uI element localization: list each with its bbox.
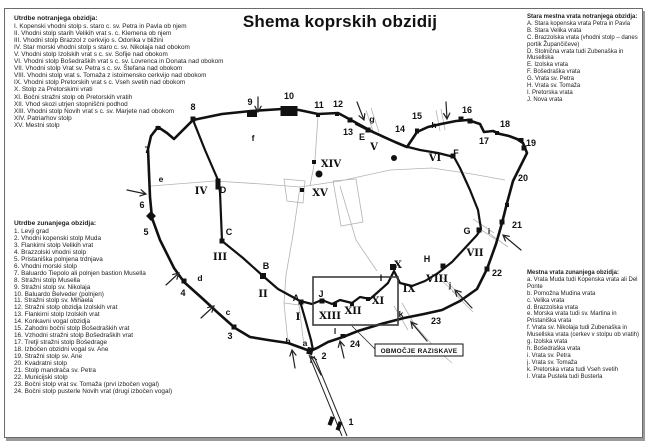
map-label-19: 19	[525, 138, 537, 148]
legend-item: 13. Flankirni stolp Izolskih vrat	[14, 311, 100, 319]
legend-item: 20. Kvadratni stolp	[14, 360, 67, 368]
gate-arrows	[127, 97, 521, 375]
tower-marker	[306, 347, 314, 355]
map-label-17: 17	[478, 136, 490, 146]
tower-marker	[191, 117, 196, 122]
legend-item: F. Bošedraška vrata	[527, 69, 581, 76]
gate-arrow	[411, 322, 427, 341]
map-label-f: f	[251, 133, 255, 143]
tower-marker	[316, 113, 320, 117]
map-label-j: j	[448, 280, 452, 290]
map-label-a: A	[292, 293, 300, 303]
legend-item: 11. Stražni stolp sv. Mihaela	[14, 297, 93, 305]
legend-item: IX. Vhodni stolp Pretorskih vrat s c. Vseh svetih nad obokom	[14, 79, 186, 87]
map-label-21: 21	[511, 220, 523, 230]
legend-item: 7. Baluardo Tiepolo ali polnjen bastion Musella	[14, 269, 146, 277]
legend-item: 18. Izbočen obzidni vogal sv. Ane	[14, 346, 109, 354]
legend-item: 14. Konkavni vogal obzidja	[14, 318, 91, 326]
legend-item: XI. Bočni stražni stolp ob Pretorskih vratih	[14, 93, 133, 101]
tower-marker	[156, 126, 161, 130]
tower-marker	[335, 112, 339, 116]
legend-item: VII. Vhodni stolp Vrat sv. Petra s c. sv. Štefana nad obokom	[14, 65, 183, 73]
map-label-iv: IV	[194, 186, 208, 197]
legend-item: A. Stara kopenska vrata Petra in Pavla	[527, 20, 631, 27]
legend-item: a. Vrata Muda tudi Kopenska vrata ali Del Ponte	[527, 276, 638, 290]
map-label-xiii: XIII	[319, 311, 341, 322]
tower-marker	[415, 129, 419, 134]
tower-marker	[182, 279, 187, 284]
legend-item: j. Vrata sv. Tomaža	[527, 359, 578, 366]
legend-item: II. Vhodni stolp starih Velikih vrat s. c. Klemena ob njem	[14, 30, 172, 38]
tower-marker	[281, 106, 298, 116]
tower-marker	[299, 300, 304, 305]
legend-item: I. Kopenski vhodni stolp s. staro c. sv. Petra in Pavla ob njem	[14, 23, 187, 31]
legend-item: III. Vhodni stolp Brazzol z cerkvijo s. Odorika v bližini	[14, 37, 164, 45]
tower-marker	[328, 416, 335, 426]
map-label-4: 4	[180, 288, 186, 298]
gate-arrow	[201, 306, 214, 318]
legend-item: 9. Stražni stolp sv. Nikolaja	[14, 283, 91, 291]
map-label-ix: IX	[402, 284, 416, 295]
legend-item: J. Nova vrata	[527, 96, 563, 103]
tower-marker	[391, 155, 397, 161]
legend-item: 23. Bočni stolp vrat sv. Tomaža (prvi izbočen vogal)	[14, 380, 160, 388]
legend-item: C. Brazzolska vrata (vhodni stolp – danes portik Župančičeve)	[527, 34, 638, 48]
map-label-22: 22	[491, 268, 503, 278]
map-label-d: D	[219, 185, 227, 195]
gate-arrow	[166, 273, 179, 285]
map-label-e: e	[158, 174, 164, 184]
research-area-label: OBMOČJE RAZISKAVE	[380, 348, 458, 355]
tower-marker	[232, 325, 237, 330]
figure-title: Shema koprskih obzidij	[242, 12, 438, 31]
legend-item: 16. Vzhodni stražni stolp Bošedraških vrat	[14, 332, 133, 340]
map-label-xi: XI	[371, 296, 385, 307]
legend-heading: Mestna vrata zunanjega obzidja:	[527, 270, 620, 276]
map-label-x: X	[394, 260, 402, 271]
legend-item: 5. Pristaniška polnjena trdnjava	[14, 255, 103, 263]
legend-item: g. Izolska vrata	[527, 339, 568, 346]
legend-item: f. Vrata sv. Nikolaja tudi Zubenaška in Musellska vrata (cerkev v stolpu ob vratih)	[527, 325, 640, 339]
map-labels	[139, 91, 536, 427]
tower-marker	[495, 131, 499, 135]
tower-marker	[348, 118, 353, 123]
map-label-14: 14	[394, 124, 406, 134]
map-label-b: B	[262, 261, 270, 271]
legend-item: VIII. Vhodni stolp vrat s. Tomaža z istoimensko cerkvijo nad obokom	[14, 72, 207, 80]
map-label-e: E	[358, 132, 366, 142]
legend-item: 17. Tretji stražni stolp Bošedrage	[14, 339, 108, 347]
legend-item: XII. Vhod skozi utrjen stopniščni podhod	[14, 100, 128, 108]
legend-item: G. Vrata sv. Petra	[527, 76, 575, 83]
legend-item: XV. Mestni stolp	[14, 121, 60, 129]
map-label-d: d	[197, 273, 203, 283]
map-label-xiv: XIV	[320, 159, 342, 170]
tower-marker	[341, 334, 346, 338]
tower-marker	[441, 264, 446, 269]
map-label-8: 8	[190, 102, 196, 112]
map-label-a: a	[302, 338, 308, 348]
map-label-iii: III	[212, 252, 228, 263]
tower-marker	[220, 239, 225, 244]
legend-item: IV. Star morski vhodni stolp s staro c. sv. Nikolaja nad obokom	[14, 44, 190, 52]
map-label-18: 18	[499, 119, 511, 129]
map-label-h: H	[423, 254, 431, 264]
legend-item: VI. Vhodni stolp Bošedraških vrat s c. sv. Lovrenca in Donata nad obokom	[14, 58, 224, 66]
legend-heading: Stara mestna vrata notranjega obzidja:	[527, 14, 638, 20]
tower-marker	[459, 117, 464, 122]
tower-marker	[312, 160, 316, 164]
map-label-12: 12	[332, 99, 344, 109]
legend-item: X. Stolp za Pretorskimi vrati	[14, 86, 93, 94]
tower-marker	[477, 228, 482, 233]
tower-marker	[320, 299, 325, 304]
map-label-i: I	[295, 312, 301, 323]
gate-arrow	[127, 190, 146, 196]
legend-item: B. Stara Velika vrata	[527, 27, 582, 34]
gate-arrow	[357, 102, 365, 120]
tower-marker	[300, 188, 304, 192]
legend-item: b. Pomožna Mudina vrata	[527, 290, 596, 297]
map-label-1: 1	[348, 417, 354, 427]
legend-item: 19. Stražni stolp sv. Ane	[14, 353, 83, 361]
tower-marker	[519, 138, 524, 142]
tower-markers	[146, 106, 529, 431]
legend-item: e. Morska vrata tudi sv. Martina in Pristaniška vrata	[527, 311, 617, 325]
map-label-16: 16	[461, 105, 473, 115]
tower-marker	[260, 273, 266, 279]
legend-item: l. Vrata Pustela tudi Busterla	[527, 373, 603, 380]
legend-item: 8. Stražni stolp Musella	[14, 276, 81, 284]
map-label-9: 9	[247, 97, 253, 107]
legend-item: 3. Flankirni stolp Velikih vrat	[14, 241, 94, 249]
map-label-g: G	[463, 226, 471, 236]
tower-marker	[500, 220, 505, 225]
tower-marker	[316, 171, 323, 178]
map-label-h: h	[431, 120, 437, 130]
tower-marker	[146, 211, 156, 221]
legend-item: 21. Stolp mandrača sv. Petra	[14, 367, 96, 375]
map-label-11: 11	[314, 100, 324, 110]
legend-item: d. Brazzolska vrata	[527, 304, 579, 311]
gate-arrow	[503, 235, 521, 250]
legend-item: 2. Vhodni kopenski stolp Muda	[14, 234, 102, 242]
map-label-23: 23	[430, 316, 442, 326]
tower-marker	[366, 297, 370, 301]
map-label-k: k	[398, 309, 404, 319]
legend-item: 6. Vhodni morski stolp	[14, 262, 77, 270]
gate-arrow	[290, 350, 296, 368]
map-label-l: l	[333, 326, 337, 336]
map-label-i: I	[379, 273, 383, 283]
legend-item: D. Stolnična vrata tudi Zubenaška in Musellska	[527, 48, 624, 62]
map-label-g: g	[369, 114, 375, 124]
legend-item: c. Velika vrata	[527, 297, 565, 304]
map-label-3: 3	[227, 331, 233, 341]
map-label-15: 15	[411, 111, 423, 121]
tower-marker	[366, 128, 371, 133]
gate-arrow	[338, 341, 344, 358]
legend-item: 22. Municijski stolp	[14, 373, 68, 381]
legend-heading: Utrdbe notranjega obzidja:	[14, 15, 98, 22]
map-label-xv: XV	[312, 188, 328, 199]
tower-marker	[505, 203, 509, 207]
legend-item: k. Pretorska vrata tudi Vseh svetih	[527, 366, 619, 373]
map-label-viii: VIII	[426, 274, 448, 285]
legend-item: h. Bošedraška vrata	[527, 345, 581, 352]
map-label-b: b	[285, 336, 291, 346]
tower-marker	[485, 267, 490, 272]
map-label-i: i	[487, 226, 491, 236]
legend-item: 4. Brazzolski vhodni stolp	[14, 248, 87, 256]
gate-arrow	[444, 102, 450, 119]
map-label-13: 13	[342, 127, 354, 137]
map-label-c: C	[225, 227, 233, 237]
map-label-vi: VI	[428, 153, 442, 164]
legend-item: 10. Baluardo Belveder (polnjen)	[14, 290, 104, 298]
legend-heading: Utrdbe zunanjega obzidja:	[14, 220, 97, 227]
legend-item: 12. Stražni stolp obzidja Izolskih vrat	[14, 304, 118, 312]
map-label-vii: VII	[466, 248, 484, 259]
tower-marker	[247, 111, 257, 117]
map-label-20: 20	[517, 173, 529, 183]
map-label-j: J	[318, 289, 324, 299]
legend-item: 24. Bočni stolp pusterle Novih vrat (drugi izbočen vogal)	[14, 387, 173, 395]
map-label-24: 24	[349, 339, 361, 349]
map-label-5: 5	[143, 227, 149, 237]
gate-arrow	[455, 290, 472, 308]
map-label-xii: XII	[344, 306, 362, 317]
legend-item: H. Vrata sv. Tomaža	[527, 83, 581, 90]
map-label-c: c	[225, 307, 231, 317]
tower-marker	[468, 119, 473, 124]
legend-item: XIII. Vhodni stolp Novih vrat s c. sv. Marjete nad obokom	[14, 107, 175, 115]
map-label-2: 2	[321, 351, 327, 361]
legend-item: E. Izolska vrata	[527, 62, 569, 69]
map-label-10: 10	[283, 91, 295, 101]
legend-item: 15. Zahodni bočni stolp Bošedraških vrat	[14, 325, 130, 333]
legend-item: I. Pretorska vrata	[527, 89, 573, 96]
map-label-v: V	[370, 142, 378, 153]
legend-item: 1. Levji grad	[14, 227, 49, 235]
legend-item: V. Vhodni stolp Izolskih vrat s c. sv. Sofije nad obokom	[14, 51, 168, 59]
map-label-ii: II	[258, 289, 268, 300]
tower-marker	[333, 303, 337, 307]
legend-item: i. Vrata sv. Petra	[527, 352, 571, 359]
legend-item: XIV. Patriarhov stolp	[14, 114, 72, 122]
map-label-7: 7	[144, 145, 150, 155]
map-label-f: F	[453, 148, 459, 158]
map-label-6: 6	[139, 200, 145, 210]
